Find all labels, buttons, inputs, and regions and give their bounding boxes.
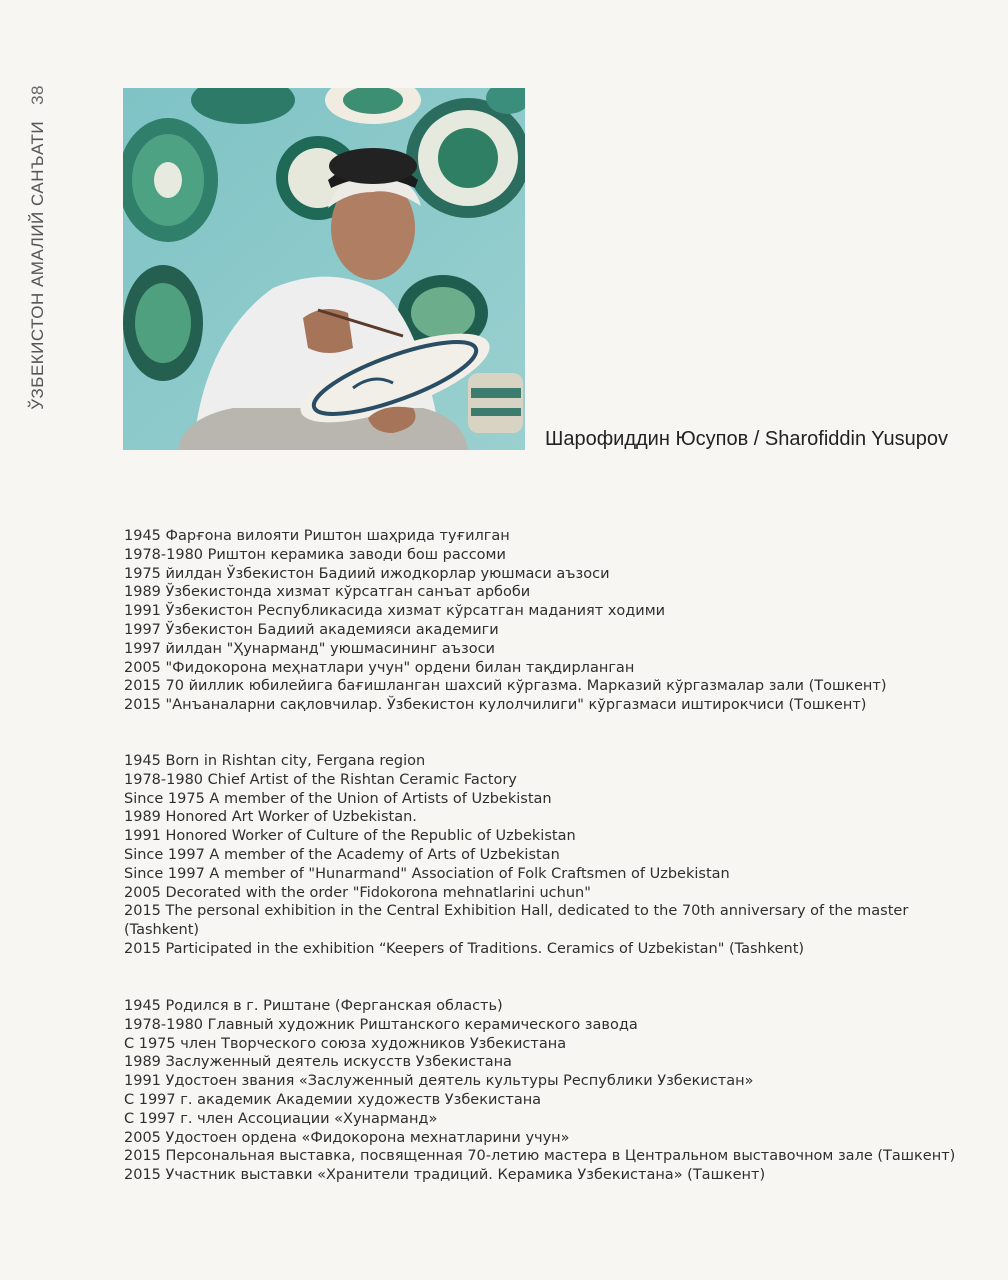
portrait-photo-icon bbox=[123, 88, 525, 450]
bio-line: 1945 Born in Rishtan city, Fergana region bbox=[124, 753, 426, 769]
bio-line: 1989 Заслуженный деятель искусств Узбекистана bbox=[124, 1054, 512, 1071]
bio-line: 1978-1980 Риштон керамика заводи бош рассоми bbox=[124, 546, 506, 563]
bio-line: 1945 Фарғона вилояти Риштон шаҳрида туғилган bbox=[124, 528, 510, 544]
bio-line: 1991 Ўзбекистон Республикасида хизмат кўрсатган маданият ходими bbox=[124, 603, 666, 620]
bio-line: Since 1997 A member of "Hunarmand" Association of Folk Craftsmen of Uzbekistan bbox=[124, 865, 730, 882]
biography-english bbox=[124, 752, 964, 959]
bio-line: 1997 Ўзбекистон Бадиий академияси академиги bbox=[124, 621, 499, 638]
bio-line: 1975 йилдан Ўзбекистон Бадиий ижодкорлар уюшмаси аъзоси bbox=[124, 565, 610, 582]
bio-line: 1989 Honored Art Worker of Uzbekistan. bbox=[124, 809, 417, 826]
bio-line: 2015 Participated in the exhibition “Keepers of Traditions. Ceramics of Uzbekistan" (Tashkent) bbox=[124, 940, 805, 957]
bio-line: 1991 Удостоен звания «Заслуженный деятель культуры Республики Узбекистан» bbox=[124, 1073, 754, 1090]
bio-line: 2015 The personal exhibition in the Central Exhibition Hall, dedicated to the 70th anniversary of the master (Tashkent) bbox=[124, 903, 909, 939]
bio-line: 2005 Удостоен ордена «Фидокорона мехнатларини учун» bbox=[124, 1129, 570, 1146]
bio-line: 1945 Родился в г. Риштане (Ферганская область) bbox=[124, 998, 503, 1014]
biography-russian bbox=[124, 997, 964, 1185]
bio-line: Since 1997 A member of the Academy of Arts of Uzbekistan bbox=[124, 846, 560, 863]
bio-line: Since 1975 A member of the Union of Artists of Uzbekistan bbox=[124, 790, 552, 807]
bio-line: 1997 йилдан "Ҳунарманд" уюшмасининг аъзоси bbox=[124, 640, 495, 657]
portrait-photo bbox=[123, 88, 525, 450]
bio-line: 1989 Ўзбекистонда хизмат кўрсатган санъат арбоби bbox=[124, 584, 531, 601]
bio-line: 1991 Honored Worker of Culture of the Republic of Uzbekistan bbox=[124, 828, 576, 845]
bio-line: 2005 "Фидокорона меҳнатлари учун" ордени билан тақдирланган bbox=[124, 659, 635, 676]
bio-line: 2015 70 йиллик юбилейига бағишланган шахсий кўргазма. Марказий кўргазмалар зали (Тошкент) bbox=[124, 678, 887, 695]
running-head bbox=[20, 85, 60, 410]
photo-caption: Шарофиддин Юсупов / Sharofiddin Yusupov bbox=[545, 428, 948, 450]
bio-line: 1978-1980 Chief Artist of the Rishtan Ceramic Factory bbox=[124, 771, 517, 788]
bio-line: 2015 Участник выставки «Хранители традиций. Керамика Узбекистана» (Ташкент) bbox=[124, 1167, 766, 1184]
bio-line: 2015 Персональная выставка, посвященная 70-летию мастера в Центральном выставочном зале (Ташкент) bbox=[124, 1148, 956, 1165]
bio-line: С 1997 г. член Ассоциации «Хунарманд» bbox=[124, 1110, 438, 1127]
running-head-title: ЎЗБЕКИСТОН АМАЛИЙ САНЪАТИ bbox=[28, 120, 47, 410]
bio-line: 2005 Decorated with the order "Fidokorona mehnatlarini uchun" bbox=[124, 884, 591, 901]
biography-uzbek bbox=[124, 527, 964, 715]
bio-line: 1978-1980 Главный художник Риштанского керамического завода bbox=[124, 1016, 638, 1033]
bio-line: 2015 "Анъаналарни сақловчилар. Ўзбекистон кулолчилиги" кўргазмаси иштирокчиси (Тошкент) bbox=[124, 697, 867, 714]
bio-line: С 1997 г. академик Академии художеств Узбекистана bbox=[124, 1091, 542, 1108]
bio-line: С 1975 член Творческого союза художников Узбекистана bbox=[124, 1035, 567, 1052]
page-number: 38 bbox=[28, 85, 47, 105]
